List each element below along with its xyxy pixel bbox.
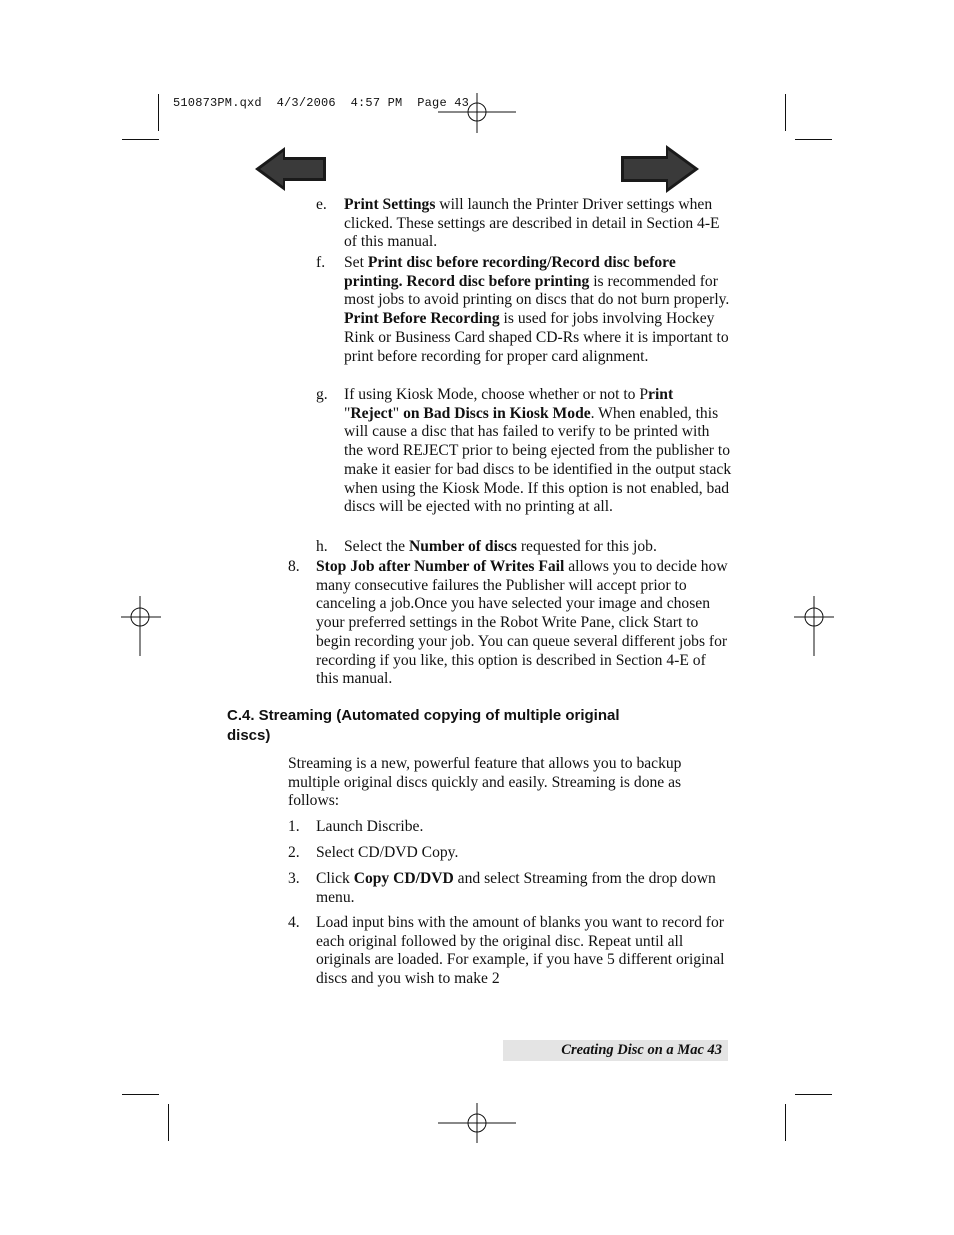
list-item-text	[316, 558, 732, 689]
text-run: If using Kiosk Mode, choose whether or not to P	[344, 386, 649, 403]
list-marker: h.	[316, 538, 328, 555]
bold-run: on Bad Discs in Kiosk Mode	[403, 404, 591, 422]
right-arrow-icon[interactable]	[620, 144, 700, 194]
registration-mark-right-icon	[794, 596, 834, 656]
registration-mark-bottom-icon	[438, 1103, 516, 1143]
list-marker: f.	[316, 254, 326, 271]
text-run: allows you to decide how many consecutive failures the Publisher will accept prior to canceling a job.Once you have selected your image and chosen your preferred settings in the Robot Write Pane, click Start to begin recording your job. You can queue several different jobs for recording if you like, this option is described in Section 4-E of this manual.	[316, 558, 728, 688]
text-run: Set	[344, 254, 368, 271]
list-marker: 4.	[288, 914, 300, 931]
list-marker: 8.	[288, 558, 300, 575]
list-item-text	[316, 844, 728, 863]
text-run: will launch the Printer Driver settings when clicked. These settings are described in detail in Section 4-E of this manual.	[344, 196, 720, 251]
text-run: "	[392, 404, 404, 422]
bold-run: Print Before Recording	[344, 310, 500, 328]
list-marker: e.	[316, 196, 327, 213]
bold-run: rint	[648, 386, 674, 403]
bold-run: Print disc before recording/Record disc before printing. Record disc before printing	[344, 254, 676, 290]
bold-run: Reject	[350, 404, 393, 422]
registration-mark-top-icon	[438, 93, 516, 133]
registration-mark-left-icon	[121, 596, 161, 656]
footer-label: Creating Disc on a Mac 43	[561, 1042, 722, 1058]
list-item-text	[316, 914, 728, 989]
section-heading: C.4. Streaming (Automated copying of multiple original discs)	[227, 707, 620, 744]
list-item-text	[344, 386, 732, 517]
list-marker: g.	[316, 386, 328, 403]
text-run: Launch Discribe.	[316, 818, 424, 835]
list-marker: 2.	[288, 844, 300, 861]
text-run: Select the	[344, 538, 409, 555]
text-run: Select CD/DVD Copy.	[316, 844, 459, 861]
text-run: "	[344, 404, 351, 422]
bold-run: Print Settings	[344, 196, 436, 213]
left-arrow-icon[interactable]	[254, 146, 328, 192]
list-marker: 3.	[288, 870, 300, 887]
text-run: is used for jobs involving Hockey Rink or Business Card shaped CD-Rs where it is important to print before recording for proper card alignment.	[344, 310, 729, 365]
bold-run: Number of discs	[408, 538, 517, 555]
text-run: is recommended for most jobs to avoid printing on discs that do not burn properly.	[344, 272, 730, 309]
list-marker: 1.	[288, 818, 300, 835]
list-item-text	[344, 254, 732, 366]
text-run: Click	[316, 870, 354, 887]
list-item-text	[316, 870, 728, 907]
list-item-text	[344, 196, 732, 252]
bold-run: Copy CD/DVD	[353, 870, 454, 887]
print-slug: 510873PM.qxd 4/3/2006 4:57 PM Page 43	[173, 96, 470, 110]
text-run: and select Streaming from the drop down menu.	[316, 870, 716, 906]
text-run: requested for this job.	[516, 538, 657, 555]
text-run: . When enabled, this will cause a disc that has failed to verify to be printed with the word REJECT prior to being ejected from the publisher to make it easier for bad discs to be identified in the output stack when using the Kiosk Mode. If this option is not enabled, bad discs will be ejected with no printing at all.	[344, 404, 732, 516]
list-item-text	[316, 818, 728, 837]
page-footer	[503, 1040, 728, 1061]
intro-paragraph: Streaming is a new, powerful feature that allows you to backup multiple original discs quickly and easily. Streaming is done as follows:	[288, 755, 682, 810]
list-item-text	[344, 538, 732, 557]
bold-run: Stop Job after Number of Writes Fail	[316, 558, 565, 575]
text-run: Load input bins with the amount of blanks you want to record for each original followed by the original disc. Repeat until all originals are loaded. For example, if you have 5 different original discs and you wish to make 2	[316, 914, 725, 988]
